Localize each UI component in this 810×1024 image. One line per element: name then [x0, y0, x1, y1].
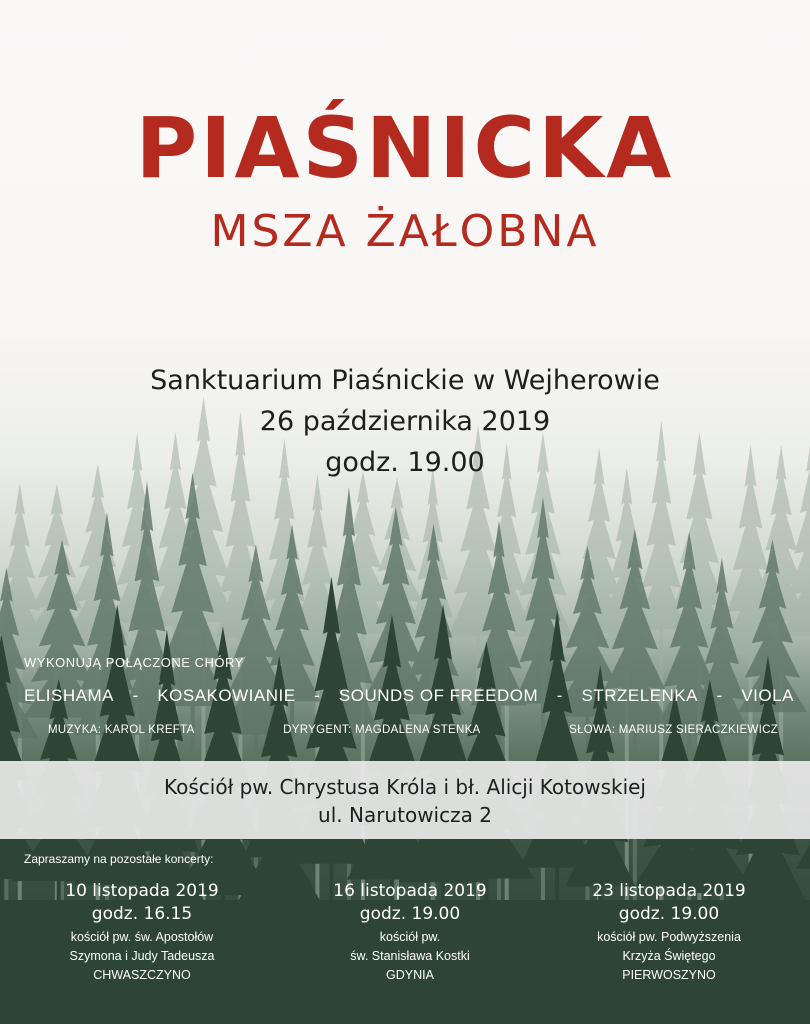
concert-date: 10 listopada 2019 [65, 881, 219, 901]
other-concerts-heading: Zapraszamy na pozostałe koncerty: [24, 852, 214, 866]
event-time: godz. 19.00 [325, 447, 485, 478]
concert-city: GDYNIA [386, 968, 434, 982]
credit-conductor: DYRYGENT: MAGDALENA STENKA [283, 724, 481, 736]
choir-separator: - [314, 686, 321, 705]
choir-name: SOUNDS OF FREEDOM [338, 686, 539, 705]
choir-name: VIOLA [741, 686, 794, 705]
concert-time: godz. 19.00 [618, 904, 720, 924]
concert-venue-line: św. Stanisława Kostki [350, 949, 470, 963]
church-info [0, 773, 810, 829]
concert-item [285, 880, 535, 985]
choir-separator: - [556, 686, 563, 705]
venue-name: Sanktuarium Piaśnickie w Wejherowie [150, 365, 660, 396]
concert-venue-line: kościół pw. [379, 930, 441, 944]
choir-name: STRZELENKA [581, 686, 698, 705]
choir-separator: - [716, 686, 723, 705]
concert-venue-line: kościół pw. Podwyższenia [597, 930, 741, 944]
poster-subtitle: MSZA ŻAŁOBNA [210, 206, 600, 257]
choirs-list [24, 686, 794, 706]
concert-venue-line: Krzyża Świętego [622, 949, 716, 963]
tree-shape [514, 497, 572, 703]
concert-date: 16 listopada 2019 [333, 881, 487, 901]
church-name: Kościół pw. Chrystusa Króla i bł. Alicji Kotowskiej [164, 775, 646, 799]
credit-music: MUZYKA: KAROL KREFTA [48, 724, 195, 736]
poster-title: PIAŚNICKA [135, 99, 675, 197]
concert-time: godz. 16.15 [91, 904, 193, 924]
choir-name: KOSAKOWIANIE [157, 686, 296, 705]
choir-name: ELISHAMA [24, 686, 114, 705]
credits [48, 724, 778, 736]
concert-city: CHWASZCZYNO [93, 968, 191, 982]
choir-separator: - [132, 686, 139, 705]
concert-item [17, 880, 267, 985]
concert-time: godz. 19.00 [359, 904, 461, 924]
concert-item [544, 880, 794, 985]
concert-venue-line: kościół pw. św. Apostołów [70, 930, 214, 944]
choirs-heading: WYKONUJĄ POŁĄCZONE CHÓRY [24, 655, 244, 670]
concert-venue-line: Szymona i Judy Tadeusza [69, 949, 215, 963]
church-address: ul. Narutowicza 2 [318, 803, 492, 827]
credit-lyrics: SŁOWA: MARIUSZ SIERACZKIEWICZ [569, 724, 778, 736]
concert-city: PIERWOSZYNO [622, 968, 716, 982]
event-info [0, 360, 810, 483]
event-date: 26 października 2019 [259, 406, 551, 437]
concert-date: 23 listopada 2019 [592, 881, 746, 901]
